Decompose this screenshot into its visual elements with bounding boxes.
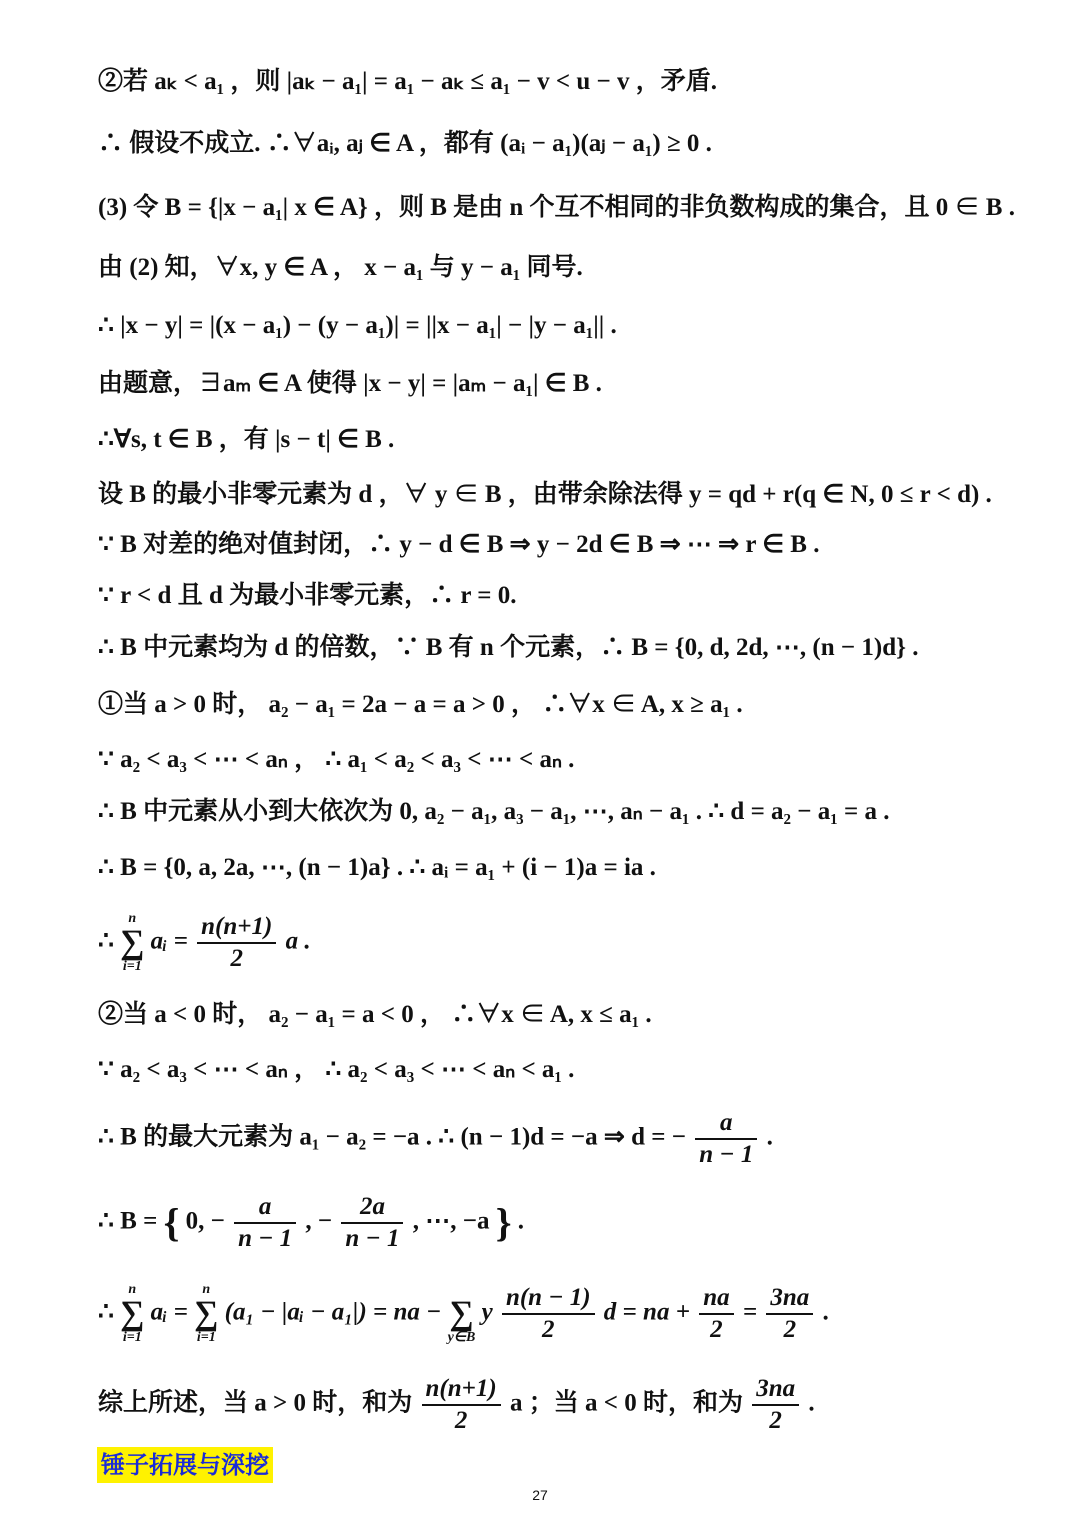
summation: n ∑ i=1: [120, 911, 145, 974]
line-1: ②若 aₖ < a₁ ，则 |aₖ − a₁| = a₁ − aₖ ≤ a₁ − v < u − v ，矛盾.: [98, 68, 718, 95]
line-4: 由 (2) 知，∀x, y ∈ A ， x − a₁ 与 y − a₁ 同号.: [98, 254, 583, 281]
fraction: $\frac{3na}{2}$: [766, 1283, 813, 1345]
line-20-set-B: ∴ B = { 0, − $\frac{a}{n - 1}$ , − $\frac{2a}{n - 1}$ , ⋯, −a } .: [98, 1193, 524, 1252]
line-10: ∵ r < d 且 d 为最小非零元素，∴ r = 0.: [98, 582, 517, 609]
line-2: ∴ 假设不成立. ∴∀aᵢ, aⱼ ∈ A ，都有 (aᵢ − a₁)(aⱼ − a₁) ≥ 0 .: [98, 130, 712, 157]
therefore-symbol: ∴: [98, 927, 114, 955]
line-3: (3) 令 B = {|x − a₁| x ∈ A} ，则 B 是由 n 个互不相同的非负数构成的集合，且 0 ∈ B .: [98, 194, 1015, 221]
line-18: ∵ a₂ < a₃ < ⋯ < aₙ ， ∴ a₂ < a₃ < ⋯ < aₙ < a₁ .: [98, 1056, 575, 1083]
line-8: 设 B 的最小非零元素为 d ，∀ y ∈ B ，由带余除法得 y = qd + r(q ∈ N, 0 ≤ r < d) .: [98, 481, 992, 508]
line-9: ∵ B 对差的绝对值封闭，∴ y − d ∈ B ⇒ y − 2d ∈ B ⇒ ⋯ ⇒ r ∈ B .: [98, 531, 820, 558]
line-15: ∴ B = {0, a, 2a, ⋯, (n − 1)a} . ∴ aᵢ = a₁ + (i − 1)a = ia .: [98, 854, 656, 881]
line-22-conclusion: 综上所述，当 a > 0 时，和为 $\frac{n(n+1)}{2}$ a ；当 a < 0 时，和为 $\frac{3na}{2}$ .: [98, 1375, 815, 1434]
summation: n ∑ i=1: [194, 1282, 219, 1345]
section-highlight-title: 锤子拓展与深挖: [97, 1447, 273, 1483]
line-14: ∴ B 中元素从小到大依次为 0, a₂ − a₁, a₃ − a₁, ⋯, aₙ − a₁ . ∴ d = a₂ − a₁ = a .: [98, 798, 890, 825]
line-5: ∴ |x − y| = |(x − a₁) − (y − a₁)| = ||x − a₁| − |y − a₁|| .: [98, 312, 617, 339]
summation: n ∑ i=1: [120, 1282, 145, 1345]
line-12: ①当 a > 0 时， a₂ − a₁ = 2a − a = a > 0 ， ∴∀x ∈ A, x ≥ a₁ .: [98, 691, 743, 718]
line-13: ∵ a₂ < a₃ < ⋯ < aₙ ， ∴ a₁ < a₂ < a₃ < ⋯ < aₙ .: [98, 746, 575, 773]
page-number: 27: [532, 1487, 548, 1503]
line-17: ②当 a < 0 时， a₂ − a₁ = a < 0 ， ∴∀x ∈ A, x ≤ a₁ .: [98, 1001, 652, 1028]
fraction: $\frac{n(n+1)}{2}$: [197, 912, 276, 974]
fraction: $\frac{3na}{2}$: [752, 1374, 799, 1436]
fraction: $\frac{n(n - 1)}{2}$: [502, 1283, 595, 1345]
line-16-sum-formula: ∴ n ∑ i=1 aᵢ = $\frac{n(n+1)}{2}$ a .: [98, 911, 311, 974]
line-7: ∴∀s, t ∈ B ，有 |s − t| ∈ B .: [98, 426, 395, 453]
fraction: $\frac{2a}{n - 1}$: [341, 1192, 403, 1254]
fraction: $\frac{n(n+1)}{2}$: [422, 1374, 501, 1436]
line-19-d-formula: ∴ B 的最大元素为 a₁ − a₂ = −a . ∴ (n − 1)d = −a ⇒ d = − $\frac{a}{n - 1}$ .: [98, 1109, 773, 1168]
fraction: $\frac{a}{n - 1}$: [234, 1192, 296, 1254]
fraction: $\frac{na}{2}$: [699, 1283, 733, 1345]
line-6: 由题意，∃aₘ ∈ A 使得 |x − y| = |aₘ − a₁| ∈ B .: [98, 370, 602, 397]
line-21-sum-negative: ∴ n ∑ i=1 aᵢ = n ∑ i=1 (a₁ − |aᵢ − a₁|) = na − ∑ y∈B y $\frac{n(n - 1)}{2}$ d = na + $\frac{na}{2}$ = $\frac{3na}{2}$ .: [98, 1282, 829, 1345]
line-11: ∴ B 中元素均为 d 的倍数，∵ B 有 n 个元素，∴ B = {0, d, 2d, ⋯, (n − 1)d} .: [98, 634, 919, 661]
fraction: $\frac{a}{n - 1}$: [695, 1108, 757, 1170]
summation: ∑ y∈B: [447, 1295, 476, 1345]
